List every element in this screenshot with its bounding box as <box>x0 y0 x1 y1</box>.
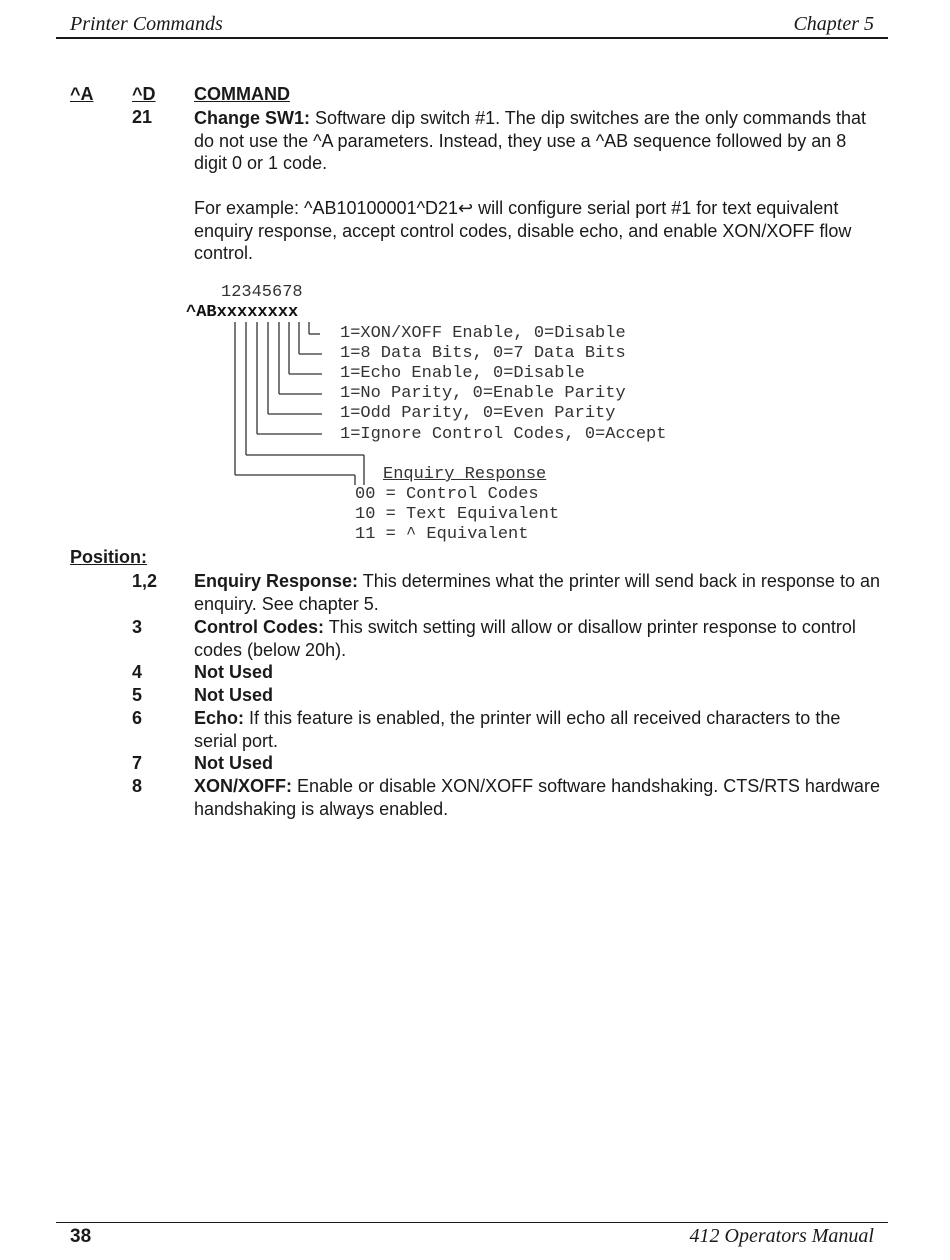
position-number: 4 <box>132 662 143 682</box>
footer-rule <box>56 1222 888 1223</box>
diagram-sequence: ^ABxxxxxxxx <box>186 303 299 322</box>
command-code: 21 <box>132 107 153 127</box>
position-text <box>194 616 884 661</box>
bit-label-6: 1=Echo Enable, 0=Disable <box>340 364 585 383</box>
command-name: Change SW1: <box>194 108 311 128</box>
diagram-digits: 12345678 <box>221 283 303 302</box>
position-text <box>194 684 884 707</box>
page-number: 38 <box>70 1226 92 1247</box>
bit-label-5: 1=No Parity, 0=Enable Parity <box>340 384 626 403</box>
position-text <box>194 752 884 775</box>
position-number: 3 <box>132 617 143 637</box>
position-term: Echo: <box>194 708 245 728</box>
manual-title: 412 Operators Manual <box>689 1225 874 1247</box>
position-number: 1,2 <box>132 571 158 591</box>
bit-label-7: 1=8 Data Bits, 0=7 Data Bits <box>340 344 626 363</box>
bit-label-3: 1=Ignore Control Codes, 0=Accept <box>340 425 667 444</box>
enquiry-response-title: Enquiry Response <box>383 465 547 484</box>
position-term: Not Used <box>194 753 274 773</box>
position-desc: If this feature is enabled, the printer will echo all received characters to the serial port. <box>194 708 841 751</box>
position-term: XON/XOFF: <box>194 776 292 796</box>
position-heading: Position: <box>70 547 147 567</box>
position-text <box>194 661 884 684</box>
bit-label-8: 1=XON/XOFF Enable, 0=Disable <box>340 324 626 343</box>
enquiry-option-11: 11 = ^ Equivalent <box>355 525 529 544</box>
position-text <box>194 775 884 820</box>
position-number: 6 <box>132 708 143 728</box>
header-chapter: Chapter 5 <box>793 13 874 35</box>
position-desc: This switch setting will allow or disallow printer response to control codes (below 20h). <box>194 617 856 660</box>
command-description-text: Software dip switch #1. The dip switches are the only commands that do not use the ^A parameters. Instead, they use a ^AB sequence followed by an 8 digit 0 or 1 code. <box>194 108 866 173</box>
position-desc: Enable or disable XON/XOFF software handshaking. CTS/RTS hardware handshaking is always enabled. <box>194 776 880 819</box>
enquiry-option-00: 00 = Control Codes <box>355 485 539 504</box>
position-term: Not Used <box>194 662 274 682</box>
command-example: For example: ^AB10100001^D21↩ will configure serial port #1 for text equivalent enquiry response, accept control codes, disable echo, and enable XON/XOFF flow control. <box>194 198 852 263</box>
position-desc: This determines what the printer will send back in response to an enquiry. See chapter 5. <box>194 571 880 614</box>
header-title: Printer Commands <box>70 13 223 35</box>
position-number: 5 <box>132 685 143 705</box>
bit-label-4: 1=Odd Parity, 0=Even Parity <box>340 404 616 423</box>
position-number: 8 <box>132 776 143 796</box>
position-text <box>194 570 884 615</box>
position-term: Not Used <box>194 685 274 705</box>
column-a-heading: ^A <box>70 84 94 104</box>
column-d-heading: ^D <box>132 84 156 104</box>
position-number: 7 <box>132 753 143 773</box>
position-term: Enquiry Response: <box>194 571 359 591</box>
column-command-heading: COMMAND <box>194 84 290 104</box>
enquiry-option-10: 10 = Text Equivalent <box>355 505 560 524</box>
position-term: Control Codes: <box>194 617 324 637</box>
position-text <box>194 707 884 752</box>
